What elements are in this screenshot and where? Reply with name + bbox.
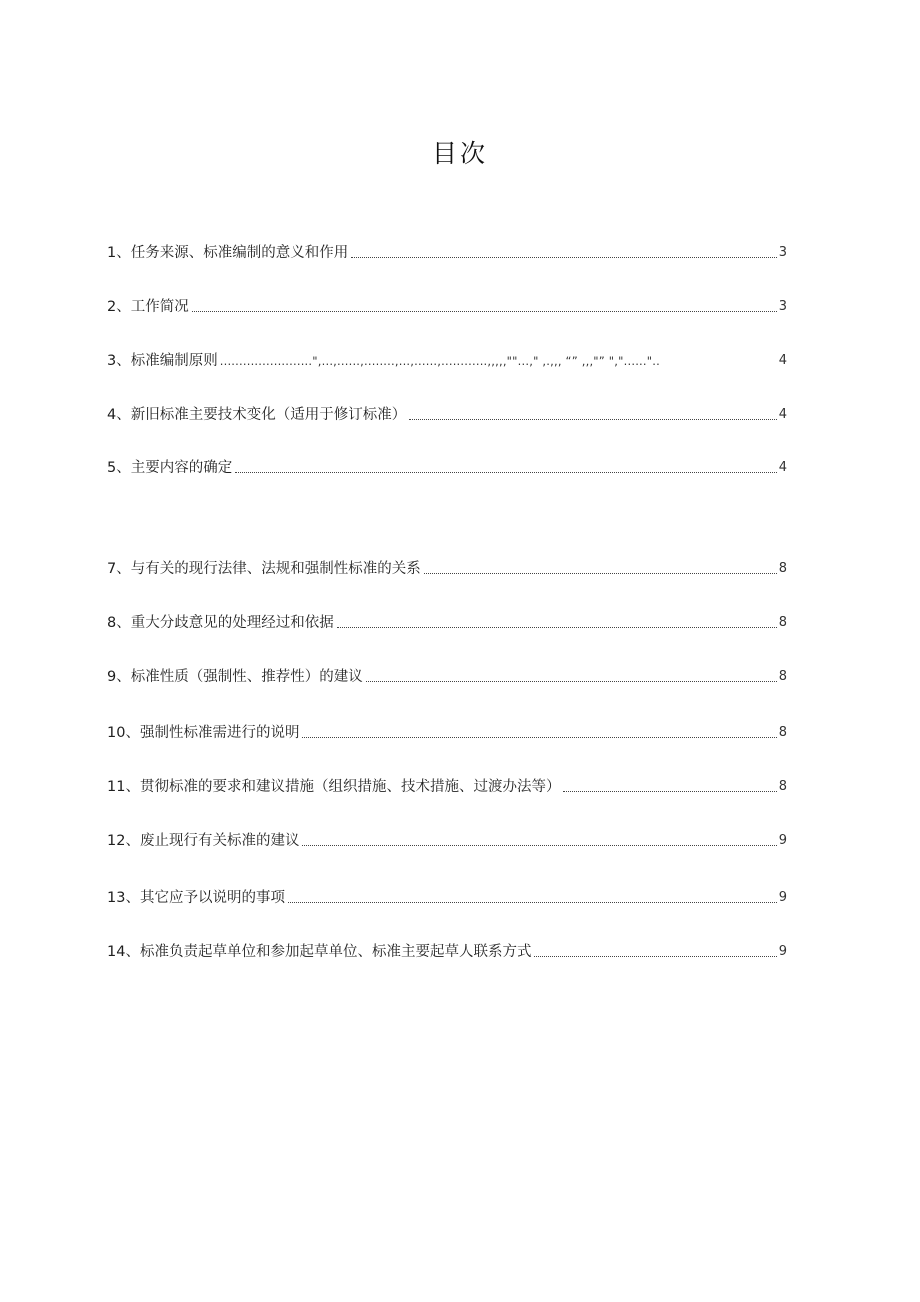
toc-page-number: 8 [778, 669, 787, 684]
toc-entry-text: 1、任务来源、标准编制的意义和作用 [107, 245, 349, 261]
toc-page-number: 9 [778, 890, 787, 905]
toc-page-number: 8 [778, 615, 787, 630]
toc-entry-text: 13、其它应予以说明的事项 [107, 890, 285, 906]
toc-entry-13[interactable] [107, 887, 787, 909]
toc-leader-dots [192, 311, 777, 312]
toc-entry-text: 12、废止现行有关标准的建议 [107, 833, 300, 849]
toc-page-number: 3 [778, 245, 787, 260]
toc-entry-text: 8、重大分歧意见的处理经过和依据 [107, 615, 334, 631]
toc-leader-dots [534, 956, 776, 957]
toc-entry-text: 14、标准负责起草单位和参加起草单位、标准主要起草人联系方式 [107, 944, 532, 960]
toc-entry-text: 3、标准编制原则 [107, 353, 218, 369]
toc-page-number: 4 [778, 407, 787, 422]
toc-page-number: 8 [778, 561, 787, 576]
toc-entry-text: 2、工作简况 [107, 299, 189, 315]
toc-leader-dots [288, 902, 777, 903]
toc-entry-2[interactable] [107, 296, 787, 318]
toc-entry-text: 4、新旧标准主要技术变化（适用于修订标准） [107, 407, 407, 423]
toc-leader-garbled: ........................",...,......,........,...,......,............,,,,,""...," ,.,,, “” ,,,"” ","......".. [219, 354, 660, 368]
toc-leader-dots [235, 472, 776, 473]
toc-entry-text: 9、标准性质（强制性、推荐性）的建议 [107, 669, 363, 685]
toc-page-number: 3 [778, 299, 787, 314]
toc-page-number: 4 [778, 353, 787, 368]
toc-entry-9[interactable] [107, 666, 787, 688]
toc-leader-dots [424, 573, 777, 574]
toc-entry-12[interactable] [107, 830, 787, 852]
toc-leader-dots [337, 627, 777, 628]
toc-page-number: 4 [778, 460, 787, 475]
toc-leader-dots [302, 845, 776, 846]
toc-entry-14[interactable] [107, 941, 787, 963]
toc-page-number: 9 [778, 944, 787, 959]
toc-leader-dots [351, 257, 776, 258]
toc-leader-dots [409, 419, 776, 420]
toc-entry-5[interactable] [107, 457, 787, 479]
toc-entry-text: 7、与有关的现行法律、法规和强制性标准的关系 [107, 561, 421, 577]
toc-entry-text: 5、主要内容的确定 [107, 460, 233, 476]
toc-entry-10[interactable] [107, 722, 787, 744]
toc-entry-11[interactable] [107, 776, 787, 798]
toc-entry-text: 11、贯彻标准的要求和建议措施（组织措施、技术措施、过渡办法等） [107, 779, 561, 795]
toc-leader-dots [302, 737, 776, 738]
toc-page-number: 8 [778, 725, 787, 740]
toc-title: 目次 [431, 139, 488, 168]
toc-entry-7[interactable] [107, 558, 787, 580]
toc-entry-1[interactable] [107, 242, 787, 264]
toc-entry-4[interactable] [107, 404, 787, 426]
toc-page-number: 9 [778, 833, 787, 848]
toc-leader-dots [563, 791, 776, 792]
toc-entry-3[interactable] [107, 350, 787, 372]
toc-page-number: 8 [778, 779, 787, 794]
toc-entry-8[interactable] [107, 612, 787, 634]
toc-leader-dots [366, 681, 777, 682]
toc-entry-text: 10、强制性标准需进行的说明 [107, 725, 300, 741]
